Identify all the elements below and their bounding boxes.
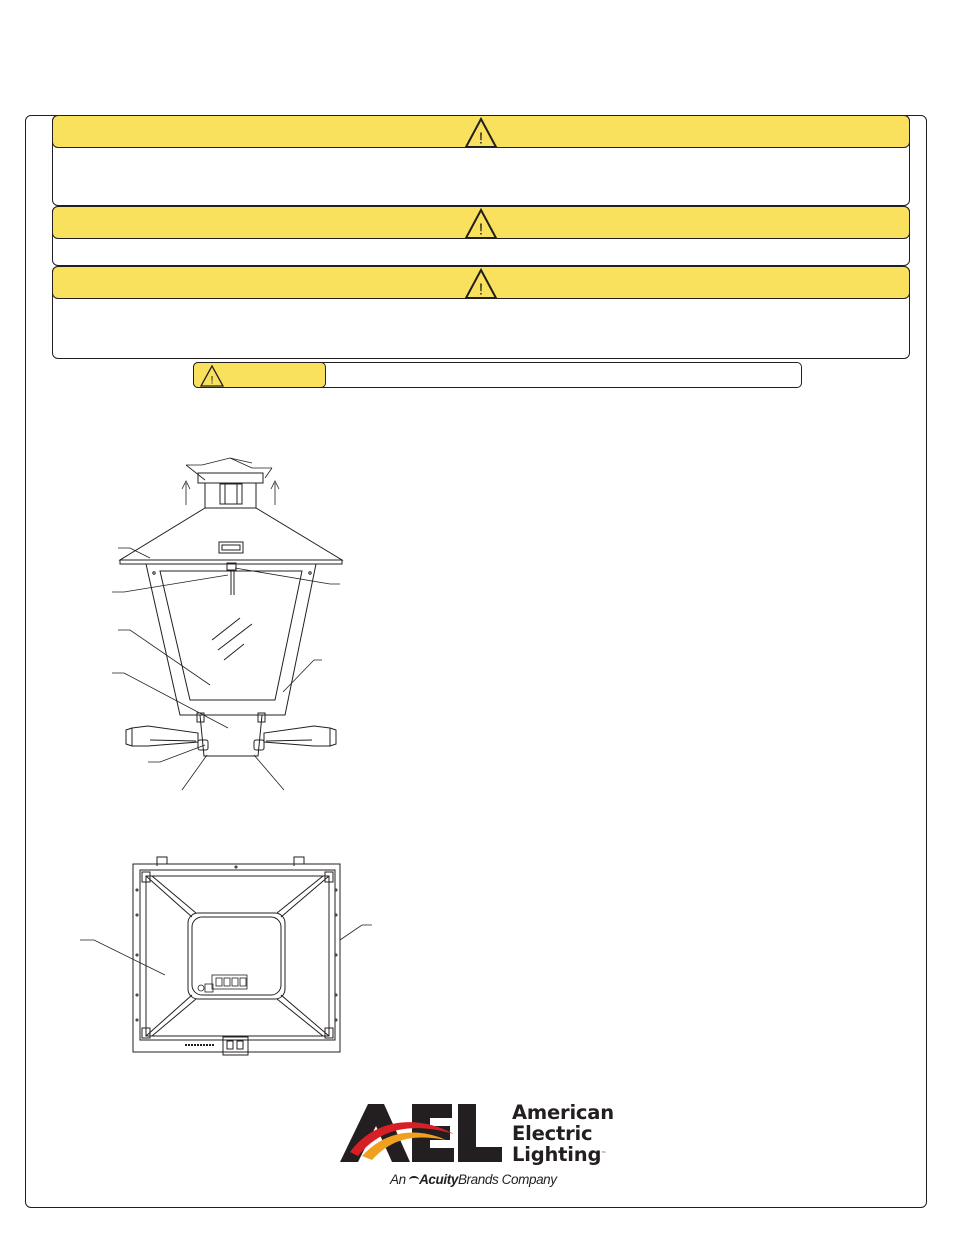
fixture-bottom-view-drawing (80, 850, 380, 1070)
warning-header-2 (52, 206, 910, 239)
svg-text:!: ! (478, 130, 484, 148)
top-cap (198, 473, 263, 483)
brand-tagline: An AcuityBrands Company (390, 1172, 557, 1187)
warning-triangle-icon (461, 267, 501, 300)
svg-text:!: ! (478, 281, 484, 299)
roof (120, 508, 342, 560)
lift-arrows (182, 481, 279, 505)
warning-header-1 (52, 115, 910, 148)
caution-triangle-icon (198, 364, 226, 388)
warning-box-3 (52, 266, 910, 359)
warning-triangle-icon (461, 207, 501, 240)
terminal-block (198, 975, 247, 992)
brand-name-line3: Lighting™ (512, 1143, 607, 1166)
warning-triangle-icon (461, 116, 501, 149)
warning-box-2 (52, 206, 910, 266)
caution-row (193, 362, 802, 388)
brand-name-line1: American (512, 1101, 614, 1124)
brand-name-line2: Electric (512, 1122, 593, 1145)
caution-tag (193, 362, 326, 388)
svg-text:!: ! (478, 221, 484, 239)
acuity-swoosh-icon (409, 1176, 419, 1184)
warning-box-1 (52, 115, 910, 206)
warning-header-3 (52, 266, 910, 299)
svg-text:!: ! (210, 374, 214, 387)
fixture-side-view-drawing (100, 440, 360, 800)
fixture-base (200, 715, 262, 756)
mounting-arms (126, 726, 336, 750)
